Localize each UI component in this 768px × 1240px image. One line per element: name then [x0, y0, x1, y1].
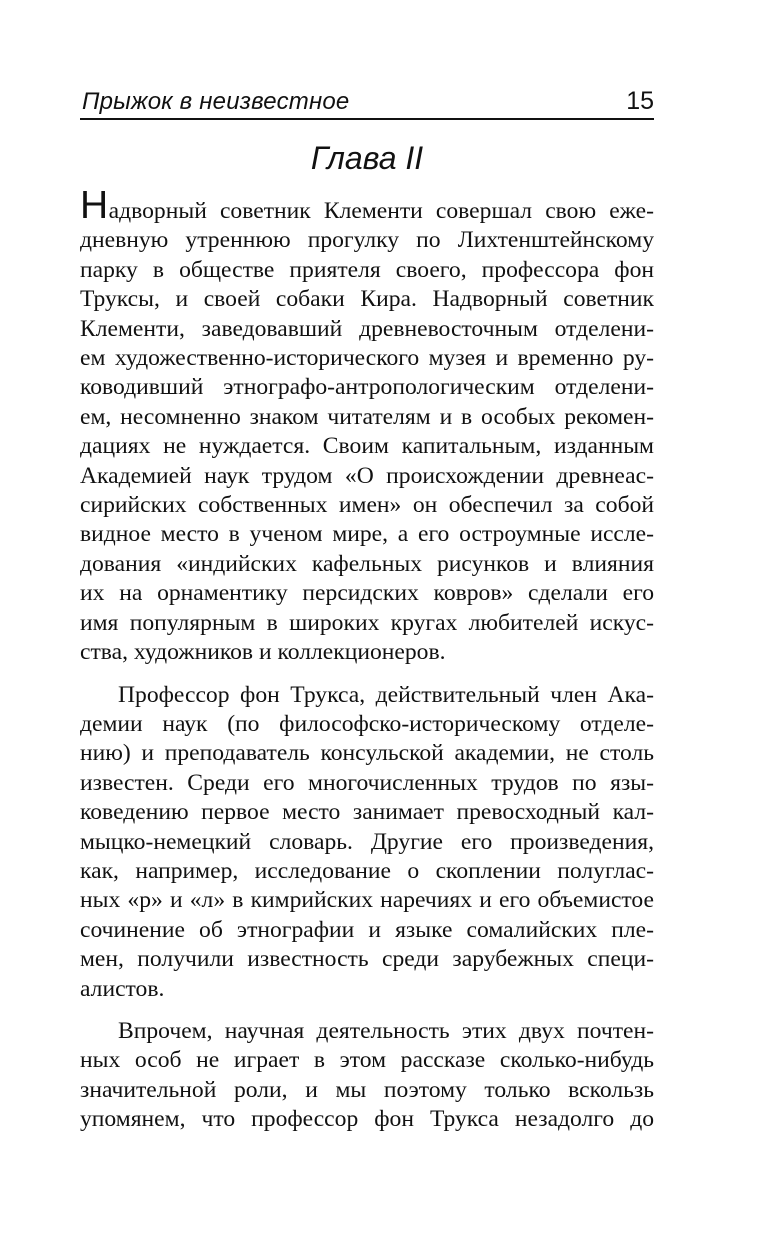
text-line: имя популярным в широких кругах любителей искус- [80, 609, 654, 636]
text-line: ководивший этнографо-антропологическим отделени- [80, 374, 654, 401]
text-line: сочинение об этнографии и языке сомалийских пле- [80, 916, 654, 943]
text-line: нию) и преподаватель консульской академии, не столь [80, 740, 654, 767]
text-line: ства, художников и коллекционеров. [80, 639, 446, 666]
text-line: Клементи, заведовавший древневосточным отделени- [80, 315, 654, 342]
running-head [80, 84, 654, 120]
paragraph-2 [80, 681, 654, 1004]
text-line: ем, несомненно знаком читателям и в особых рекомен- [80, 403, 654, 430]
text-line: Труксы, и своей собаки Кира. Надворный советник [80, 286, 654, 313]
text-line: Академией наук трудом «О происхождении древнеас- [80, 462, 654, 489]
text-line: демии наук (по философско-историческому отделе- [80, 710, 654, 737]
text-line: известен. Среди его многочисленных трудов по язы- [80, 769, 654, 796]
text-line: мен, получили известность среди зарубежных специ- [80, 946, 654, 973]
text-line: алистов. [80, 975, 165, 1002]
paragraph-3 [80, 1017, 654, 1135]
body-text [80, 184, 654, 1148]
text-line: видное место в ученом мире, а его остроумные иссле- [80, 521, 654, 548]
text-line: Профессор фон Трукса, действительный член Ака- [118, 681, 654, 708]
text-line: дациях не нуждается. Своим капитальным, изданным [80, 433, 654, 460]
paragraph-1 [80, 184, 654, 668]
text-line: упомянем, что профессор фон Трукса незадолго до [80, 1106, 654, 1133]
text-line: дования «индийских кафельных рисунков и влияния [80, 550, 654, 577]
text-line: их на орнаментику персидских ковров» сделали его [80, 580, 654, 607]
text-line: парку в обществе приятеля своего, профессора фон [80, 256, 654, 283]
running-title: Прыжок в неизвестное [82, 88, 350, 115]
text-line: ем художественно-исторического музея и временно ру- [80, 345, 654, 372]
chapter-title: Глава II [310, 140, 424, 176]
text-line: сирийских собственных имен» он обеспечил за собой [80, 492, 654, 519]
text-line: Впрочем, научная деятельность этих двух почтен- [118, 1017, 654, 1044]
drop-cap: Н [80, 184, 109, 227]
text-line: коведению первое место занимает превосходный кал- [80, 799, 654, 826]
text-line: как, например, исследование о скоплении полуглас- [80, 857, 654, 884]
text-line: дневную утреннюю прогулку по Лихтенштейнскому [80, 227, 654, 254]
text-line: значительной роли, и мы поэтому только вскользь [80, 1076, 654, 1103]
text-line: ных «р» и «л» в кимрийских наречиях и его объемистое [80, 887, 654, 914]
text-line: ных особ не играет в этом рассказе сколько-нибудь [80, 1047, 654, 1074]
page-number: 15 [626, 87, 654, 115]
text-line: Надворный советник Клементи совершал свою еже- [80, 184, 654, 227]
text-line: мыцко-немецкий словарь. Другие его произведения, [80, 828, 654, 855]
